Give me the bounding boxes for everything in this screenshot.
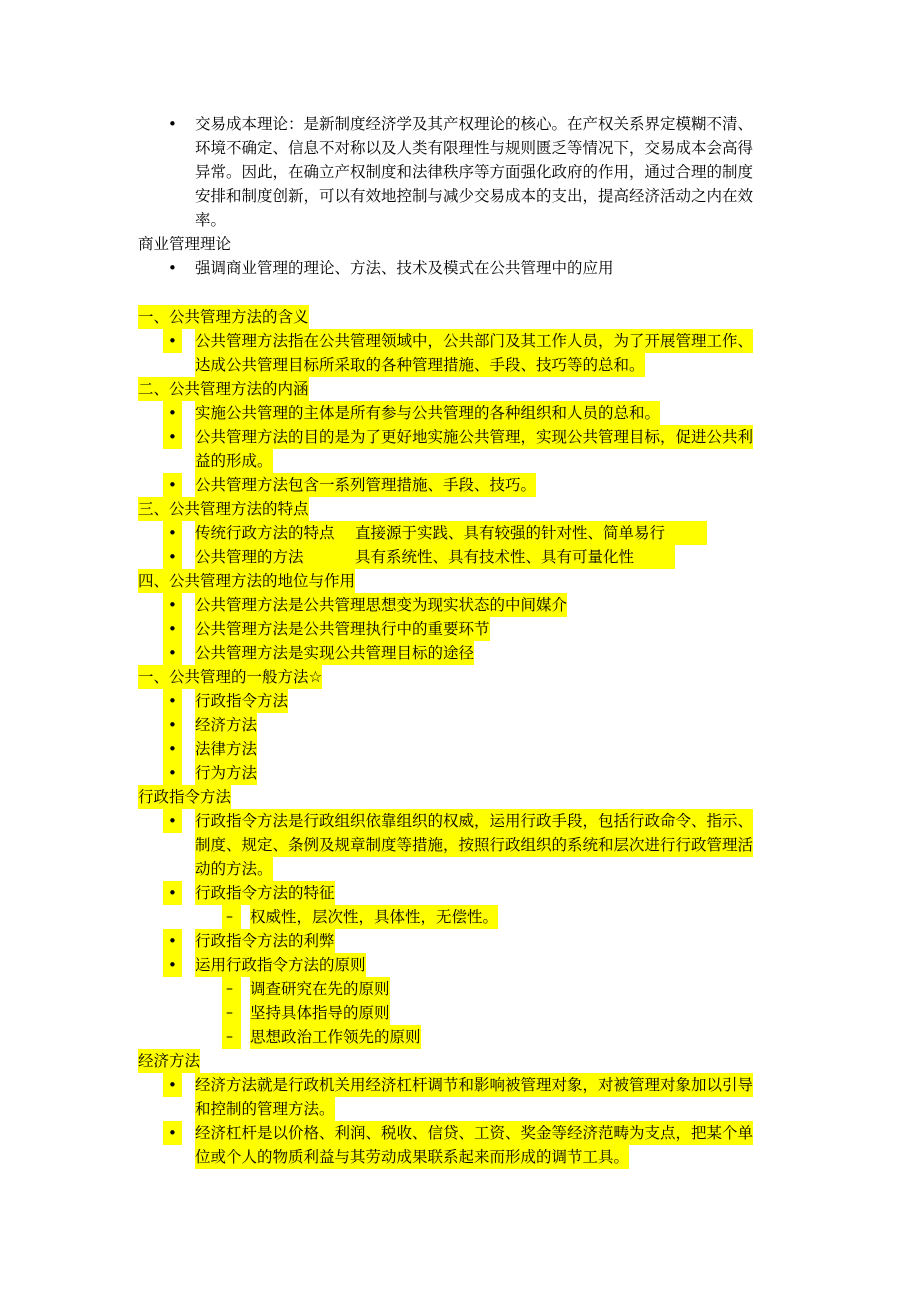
admin-principle-item: 坚持具体指导的原则 (250, 1001, 390, 1025)
admin-feature: 行政指令方法的特征 (195, 881, 335, 905)
dash-icon: – (222, 1001, 241, 1025)
bullet-icon: • (163, 641, 182, 665)
dash-icon: – (222, 977, 241, 1001)
connotation-item: 公共管理方法包含一系列管理措施、手段、技巧。 (195, 473, 536, 497)
bullet-icon: • (163, 953, 182, 977)
dash-icon: – (222, 905, 241, 929)
meaning-item-line: 公共管理方法指在公共管理领域中，公共部门及其工作人员，为了开展管理工作、 (195, 329, 753, 353)
admin-principles: 运用行政指令方法的原则 (195, 953, 366, 977)
transaction-theory-line: 安排和制度创新，可以有效地控制与减少交易成本的支出，提高经济活动之内在效 (195, 187, 754, 205)
section-heading-role: 四、公共管理方法的地位与作用 (138, 569, 355, 593)
bullet-icon: • (163, 401, 182, 425)
econ-item-line: 经济方法就是行政机关用经济杠杆调节和影响被管理对象，对被管理对象加以引导 (195, 1073, 753, 1097)
transaction-theory-line: 率。 (195, 211, 227, 229)
econ-item-line: 和控制的管理方法。 (195, 1097, 335, 1121)
connotation-item-line: 公共管理方法的目的是为了更好地实施公共管理，实现公共管理目标，促进公共利 (195, 425, 753, 449)
features-row-value: 具有系统性、具有技术性、具有可量化性 (355, 548, 635, 566)
bullet-icon: • (163, 545, 182, 569)
transaction-theory-line: 异常。因此，在确立产权制度和法律秩序等方面强化政府的作用，通过合理的制度 (195, 163, 754, 181)
bullet-icon: • (163, 809, 182, 833)
role-item: 公共管理方法是公共管理执行中的重要环节 (195, 617, 490, 641)
bullet-icon: • (163, 713, 182, 737)
bullet-icon: • (163, 929, 182, 953)
section-heading-econ: 经济方法 (138, 1049, 200, 1073)
features-row-value: 直接源于实践、具有较强的针对性、简单易行 (355, 524, 666, 542)
features-row (195, 521, 707, 545)
section-heading-meaning: 一、公共管理方法的含义 (138, 305, 309, 329)
admin-definition-line: 制度、规定、条例及规章制度等措施，按照行政组织的系统和层次进行行政管理活 (195, 833, 753, 857)
general-method-item: 行为方法 (195, 761, 257, 785)
admin-pros-cons: 行政指令方法的利弊 (195, 929, 335, 953)
admin-principle-item: 调查研究在先的原则 (250, 977, 390, 1001)
admin-definition-line: 行政指令方法是行政组织依靠组织的权威，运用行政手段，包括行政命令、指示、 (195, 809, 753, 833)
section-heading-connotation: 二、公共管理方法的内涵 (138, 377, 309, 401)
business-item: 强调商业管理的理论、方法、技术及模式在公共管理中的应用 (195, 259, 614, 277)
section-heading-general-methods: 一、公共管理的一般方法☆ (138, 665, 322, 689)
econ-item-line: 经济杠杆是以价格、利润、税收、信贷、工资、奖金等经济范畴为支点，把某个单 (195, 1121, 753, 1145)
general-method-item: 经济方法 (195, 713, 257, 737)
bullet-icon: • (163, 1073, 182, 1097)
bullet-icon: • (163, 425, 182, 449)
role-item: 公共管理方法是公共管理思想变为现实状态的中间媒介 (195, 593, 567, 617)
business-heading: 商业管理理论 (138, 235, 232, 253)
connotation-item: 实施公共管理的主体是所有参与公共管理的各种组织和人员的总和。 (195, 401, 660, 425)
bullet-icon: • (163, 521, 182, 545)
connotation-item-line: 益的形成。 (195, 449, 273, 473)
bullet-icon: • (163, 617, 182, 641)
bullet-icon: • (168, 115, 177, 133)
bullet-icon: • (163, 689, 182, 713)
general-method-item: 行政指令方法 (195, 689, 288, 713)
bullet-icon: • (163, 881, 182, 905)
bullet-icon: • (163, 1121, 182, 1145)
features-row-label: 公共管理的方法 (195, 548, 304, 566)
bullet-icon: • (163, 329, 182, 353)
admin-feature-sub: 权威性，层次性，具体性，无偿性。 (250, 905, 498, 929)
section-heading-features: 三、公共管理方法的特点 (138, 497, 309, 521)
dash-icon: – (222, 1025, 241, 1049)
features-row-label: 传统行政方法的特点 (195, 524, 335, 542)
bullet-icon: • (163, 761, 182, 785)
role-item: 公共管理方法是实现公共管理目标的途径 (195, 641, 474, 665)
section-heading-admin: 行政指令方法 (138, 785, 231, 809)
econ-item-line: 位或个人的物质利益与其劳动成果联系起来而形成的调节工具。 (195, 1145, 629, 1169)
bullet-icon: • (163, 473, 182, 497)
general-method-item: 法律方法 (195, 737, 257, 761)
bullet-icon: • (168, 259, 177, 277)
admin-principle-item: 思想政治工作领先的原则 (250, 1025, 421, 1049)
transaction-theory-line: 环境不确定、信息不对称以及人类有限理性与规则匮乏等情况下，交易成本会高得 (195, 139, 754, 157)
bullet-icon: • (163, 593, 182, 617)
features-row (195, 545, 675, 569)
admin-definition-line: 动的方法。 (195, 857, 273, 881)
meaning-item-line: 达成公共管理目标所采取的各种管理措施、手段、技巧等的总和。 (195, 353, 645, 377)
bullet-icon: • (163, 737, 182, 761)
transaction-theory-line: 交易成本理论：是新制度经济学及其产权理论的核心。在产权关系界定模糊不清、 (195, 115, 754, 133)
